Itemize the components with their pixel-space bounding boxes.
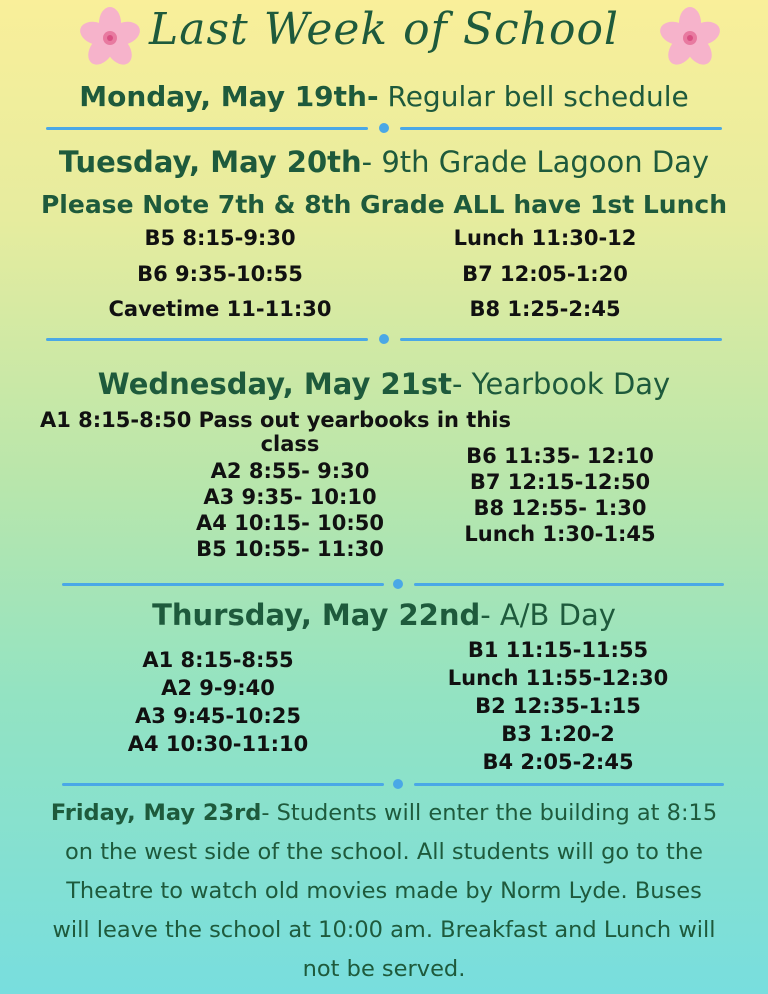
- divider: [46, 577, 722, 591]
- monday-text: Regular bell schedule: [378, 80, 689, 113]
- divider: [46, 777, 722, 791]
- tuesday-text: - 9th Grade Lagoon Day: [361, 145, 710, 179]
- thursday-day: Thursday, May 22nd: [152, 598, 481, 632]
- tuesday-line: [0, 145, 768, 179]
- tuesday-right-2: B8 1:25-2:45: [469, 297, 621, 321]
- wednesday-right-list: [440, 443, 680, 547]
- thursday-left-0: A1 8:15-8:55: [142, 648, 294, 672]
- thursday-right-2: B2 12:35-1:15: [475, 694, 641, 718]
- tuesday-day: Tuesday, May 20th: [58, 145, 362, 179]
- friday-line-1: on the west side of the school. All students will go to the: [65, 839, 703, 865]
- thursday-right-3: B3 1:20-2: [501, 722, 615, 746]
- thursday-right-list: [430, 636, 686, 776]
- tuesday-right-0: Lunch 11:30-12: [453, 226, 637, 250]
- friday-day: Friday, May 23rd: [50, 800, 262, 826]
- wednesday-first-line: A1 8:15-8:50 Pass out yearbooks in this: [40, 408, 511, 432]
- monday-day: Monday, May 19th-: [79, 80, 379, 113]
- wednesday-right-3: Lunch 1:30-1:45: [464, 522, 656, 546]
- thursday-text: - A/B Day: [480, 598, 616, 632]
- wednesday-left-2: A4 10:15- 10:50: [196, 511, 384, 535]
- friday-line-4: not be served.: [302, 956, 466, 982]
- thursday-left-1: A2 9-9:40: [161, 676, 275, 700]
- divider: [46, 121, 722, 135]
- wednesday-right-2: B8 12:55- 1:30: [473, 496, 647, 520]
- thursday-right-4: B4 2:05-2:45: [482, 750, 634, 774]
- thursday-left-list: [108, 646, 328, 758]
- tuesday-right-1: B7 12:05-1:20: [462, 262, 628, 286]
- wednesday-text: - Yearbook Day: [451, 367, 671, 401]
- monday-line: [0, 80, 768, 113]
- wednesday-right-0: B6 11:35- 12:10: [466, 444, 654, 468]
- thursday-left-3: A4 10:30-11:10: [127, 732, 309, 756]
- wednesday-left-0: A2 8:55- 9:30: [210, 459, 370, 483]
- tuesday-note: Please Note 7th & 8th Grade ALL have 1st Lunch: [40, 190, 728, 219]
- divider: [46, 332, 722, 346]
- wednesday-right-1: B7 12:15-12:50: [469, 470, 651, 494]
- wednesday-left-list: [190, 458, 390, 562]
- thursday-left-2: A3 9:45-10:25: [135, 704, 301, 728]
- thursday-line: [0, 598, 768, 632]
- friday-line-0: - Students will enter the building at 8:15: [261, 800, 718, 826]
- friday-line-2: Theatre to watch old movies made by Norm Lyde. Buses: [66, 878, 702, 904]
- wednesday-left-3: B5 10:55- 11:30: [196, 537, 384, 561]
- tuesday-left-2: Cavetime 11-11:30: [108, 297, 332, 321]
- friday-paragraph: [14, 794, 754, 989]
- wednesday-line: [0, 367, 768, 401]
- thursday-right-1: Lunch 11:55-12:30: [447, 666, 669, 690]
- friday-line-3: will leave the school at 10:00 am. Breakfast and Lunch will: [52, 917, 716, 943]
- wednesday-left-1: A3 9:35- 10:10: [203, 485, 377, 509]
- thursday-right-0: B1 11:15-11:55: [467, 638, 649, 662]
- page-title: Last Week of School: [149, 4, 619, 55]
- wednesday-first-cont: class: [260, 432, 320, 456]
- wednesday-day: Wednesday, May 21st: [97, 367, 452, 401]
- tuesday-left-0: B5 8:15-9:30: [144, 226, 296, 250]
- tuesday-left-1: B6 9:35-10:55: [137, 262, 303, 286]
